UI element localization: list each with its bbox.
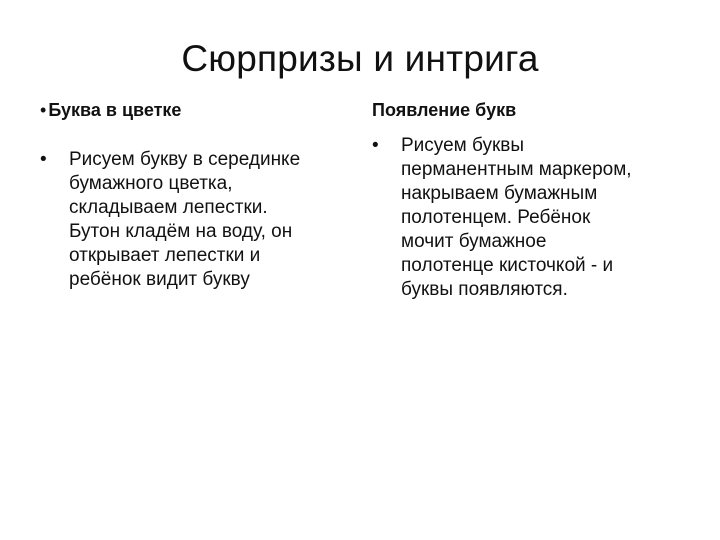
heading-bullet: • xyxy=(40,100,47,120)
slide-title: Сюрпризы и интрига xyxy=(181,38,539,79)
left-column-heading xyxy=(40,98,360,122)
bullet-text: Рисуем букву в серединке бумажного цветка, складываем лепестки. Бутон кладём на воду, он открывает лепестки и ребёнок видит букву xyxy=(69,149,301,290)
right-bullet-list xyxy=(372,134,692,302)
left-column-heading-text: Буква в цветке xyxy=(48,100,182,120)
left-bullet-list xyxy=(40,148,360,292)
right-column xyxy=(372,98,692,300)
bullet-text: Рисуем буквы перманентным маркером, накрываем бумажным полотенцем. Ребёнок мочит бумажное полотенце кисточкой - и буквы появляются. xyxy=(401,135,632,300)
bullet-icon: • xyxy=(40,149,47,170)
left-column xyxy=(40,98,360,290)
list-item xyxy=(40,148,360,292)
list-item xyxy=(372,134,692,302)
bullet-icon: • xyxy=(372,135,379,156)
right-column-heading: Появление букв xyxy=(372,100,517,120)
